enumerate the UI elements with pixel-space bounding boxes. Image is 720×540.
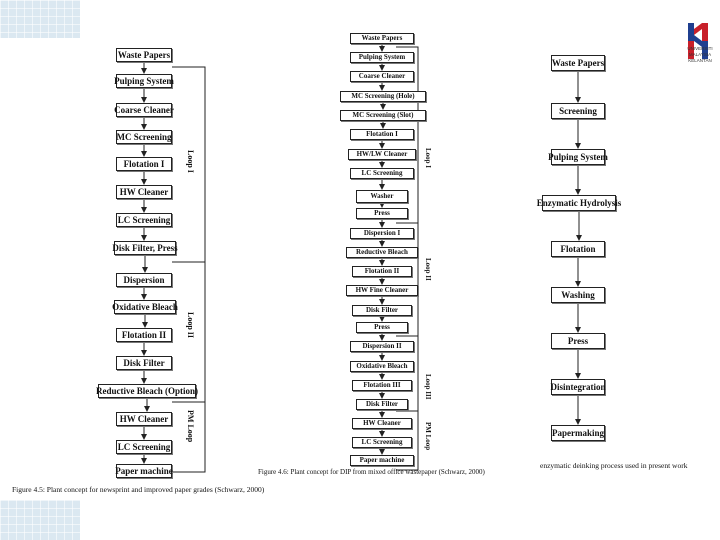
mid-box-disk-filter: Disk Filter — [352, 305, 412, 316]
mid-box-mc-screening-hole: MC Screening (Hole) — [340, 91, 426, 102]
right-figure-caption: enzymatic deinking process used in present work — [540, 461, 688, 470]
left-box-disk-filter: Disk Filter — [116, 356, 172, 370]
mid-box-hw-cleaner: HW Cleaner — [352, 418, 412, 429]
logo-line: UNIVERSITI — [687, 46, 713, 51]
right-box-waste-papers: Waste Papers — [551, 55, 605, 71]
mid-box-mc-screening-slot: MC Screening (Slot) — [340, 110, 426, 121]
mid-box-hw-lw-cleaner: HW/LW Cleaner — [348, 149, 416, 160]
left-box-reductive-bleach: Reductive Bleach (Option) — [98, 384, 196, 398]
mid-box-dispersion-2: Dispersion II — [350, 341, 414, 352]
mid-loop-1-label: Loop I — [424, 148, 432, 169]
mid-box-lc-screening: LC Screening — [350, 168, 414, 179]
left-box-oxidative-bleach: Oxidative Bleach — [114, 300, 176, 314]
mid-loop-2-label: Loop II — [424, 258, 432, 281]
logo-line: MALAYSIA — [688, 52, 712, 57]
left-box-coarse-cleaner: Coarse Cleaner — [116, 103, 172, 117]
logo-line: KELANTAN — [688, 58, 712, 63]
mid-box-waste-papers: Waste Papers — [350, 33, 414, 44]
left-box-dispersion: Dispersion — [116, 273, 172, 287]
left-pm-loop-label: PM Loop — [186, 410, 195, 443]
right-box-disintegration: Disintegration — [551, 379, 605, 395]
right-box-pulping-system: Pulping System — [551, 149, 605, 165]
mid-box-dispersion-1: Dispersion I — [350, 228, 414, 239]
mid-figure-caption: Figure 4.6: Plant concept for DIP from mixed office wastepaper (Schwarz, 2000) — [258, 468, 485, 476]
right-box-flotation: Flotation — [551, 241, 605, 257]
right-box-press: Press — [551, 333, 605, 349]
mid-box-reductive-bleach: Reductive Bleach — [346, 247, 418, 258]
left-box-flotation-2: Flotation II — [116, 328, 172, 342]
left-box-pulping-system: Pulping System — [116, 74, 172, 88]
left-figure-caption: Figure 4.5: Plant concept for newsprint and improved paper grades (Schwarz, 2000) — [12, 485, 265, 494]
left-loop-2-label: Loop II — [186, 312, 195, 339]
left-box-lc-screening-2: LC Screening — [116, 440, 172, 454]
left-box-hw-cleaner-2: HW Cleaner — [116, 412, 172, 426]
left-box-waste-papers: Waste Papers — [116, 48, 172, 62]
mid-box-hw-fine-cleaner: HW Fine Cleaner — [346, 285, 418, 296]
left-loop-1-label: Loop I — [186, 150, 195, 173]
mid-box-flotation-3: Flotation III — [352, 380, 412, 391]
mid-box-pulping-system: Pulping System — [350, 52, 414, 63]
mid-box-flotation-2: Flotation II — [352, 266, 412, 277]
left-box-lc-screening: LC Screening — [116, 213, 172, 227]
right-box-washing: Washing — [551, 287, 605, 303]
right-box-screening: Screening — [551, 103, 605, 119]
left-box-mc-screening: MC Screening — [116, 130, 172, 144]
mid-box-lc-screening-2: LC Screening — [352, 437, 412, 448]
mid-box-flotation-1: Flotation I — [350, 129, 414, 140]
left-box-paper-machine: Paper machine — [116, 464, 172, 478]
mid-box-press-2: Press — [356, 322, 408, 333]
left-box-disk-filter-press: Disk Filter, Press — [114, 241, 176, 255]
mid-pm-loop-label: PM Loop — [424, 422, 432, 451]
mid-box-press: Press — [356, 208, 408, 219]
mid-box-coarse-cleaner: Coarse Cleaner — [350, 71, 414, 82]
right-box-papermaking: Papermaking — [551, 425, 605, 441]
mid-box-washer: Washer — [356, 190, 408, 203]
mid-box-paper-machine: Paper machine — [350, 455, 414, 466]
left-box-hw-cleaner: HW Cleaner — [116, 185, 172, 199]
mid-box-disk-filter-2: Disk Filter — [356, 399, 408, 410]
right-box-enzymatic-hydrolysis: Enzymatic Hydrolysis — [542, 195, 616, 211]
left-box-flotation-1: Flotation I — [116, 157, 172, 171]
mid-loop-3-label: Loop III — [424, 374, 432, 400]
mid-box-oxidative-bleach: Oxidative Bleach — [350, 361, 414, 372]
